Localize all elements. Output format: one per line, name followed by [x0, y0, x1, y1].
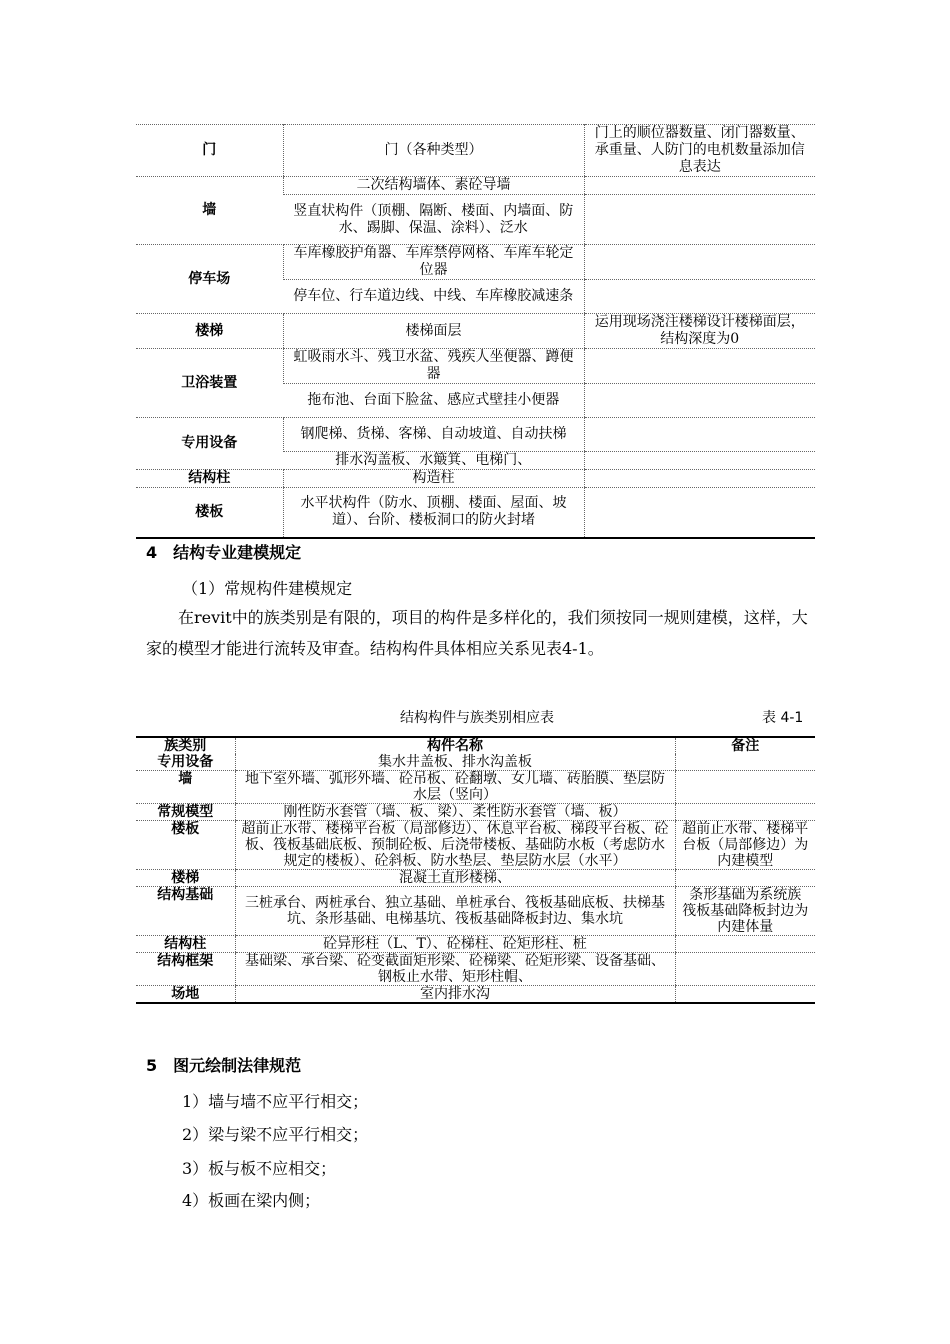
- t1-row: [136, 125, 815, 177]
- t1-note-cell: [584, 470, 815, 488]
- t2-component-cell: 基础梁、承台梁、砼变截面矩形梁、砼梯梁、砼矩形梁、设备基础、钢板止水带、矩形柱帽、: [235, 953, 675, 986]
- t1-note-cell: [584, 488, 815, 538]
- t2-family-cell: 专用设备: [136, 754, 235, 771]
- t2-header-component: 构件名称: [235, 737, 675, 754]
- t2-component-cell: 地下室外墙、弧形外墙、砼吊板、砼翻墩、女儿墙、砖胎膜、垫层防水层（竖向）: [235, 771, 675, 804]
- t2-row: [136, 754, 815, 771]
- t1-category-cell: 楼梯: [136, 314, 283, 349]
- t2-remark-cell: [675, 804, 815, 821]
- section-4-subheading: （1）常规构件建模规定: [182, 579, 353, 598]
- t2-row: [136, 771, 815, 804]
- t2-family-cell: 常规模型: [136, 804, 235, 821]
- t1-item-cell: 二次结构墙体、素砼导墙: [283, 177, 584, 195]
- rule-item-1: 1）墙与墙不应平行相交；: [182, 1092, 369, 1111]
- t1-row: [136, 314, 815, 349]
- t1-item-cell: 构造柱: [283, 470, 584, 488]
- rule-item-4: 4）板画在梁内侧；: [182, 1191, 321, 1210]
- t1-note-cell: [584, 418, 815, 452]
- component-table-1: [136, 124, 815, 539]
- t2-family-cell: 墙: [136, 771, 235, 804]
- t1-category-cell: 门: [136, 125, 283, 177]
- t2-component-cell: 混凝土直形楼梯、: [235, 870, 675, 887]
- t1-category-cell: 停车场: [136, 245, 283, 314]
- component-table-2: [136, 736, 815, 1004]
- t2-row: [136, 936, 815, 953]
- t1-item-cell: 排水沟盖板、水簸箕、电梯门、: [283, 452, 584, 470]
- section-4-heading: 4 结构专业建模规定: [146, 543, 302, 562]
- t2-component-cell: 超前止水带、楼梯平台板（局部修边）、休息平台板、梯段平台板、砼板、筏板基础底板、预制砼板、后浇带楼板、基础防水板（考虑防水规定的楼板）、砼斜板、防水垫层、垫层防水层（水平）: [235, 821, 675, 870]
- t2-remark-cell: 超前止水带、楼梯平台板（局部修边）为内建模型: [675, 821, 815, 870]
- section-4-paragraph: 在revit中的族类别是有限的，项目的构件是多样化的，我们须按同一规则建模，这样，大家的模型才能进行流转及审查。结构构件具体相应关系见表4-1。: [146, 608, 808, 658]
- t1-item-cell: 钢爬梯、货梯、客梯、自动坡道、自动扶梯: [283, 418, 584, 452]
- t1-item-cell: 停车位、行车道边线、中线、车库橡胶减速条: [283, 280, 584, 314]
- t2-row: [136, 870, 815, 887]
- table-2-title: 结构构件与族类别相应表: [400, 710, 554, 726]
- t2-remark-cell: [675, 953, 815, 986]
- t2-header-remark: 备注: [675, 737, 815, 754]
- t2-family-cell: 结构柱: [136, 936, 235, 953]
- t1-row: [136, 488, 815, 538]
- table-2-number: 表 4-1: [762, 710, 804, 726]
- t1-row: [136, 177, 815, 195]
- t2-component-cell: 集水井盖板、排水沟盖板: [235, 754, 675, 771]
- t2-header-family: 族类别: [164, 738, 207, 754]
- t1-note-cell: [584, 280, 815, 314]
- t1-note-cell: [584, 349, 815, 384]
- t2-remark-cell: [675, 936, 815, 953]
- t1-item-cell: 拖布池、台面下脸盆、感应式壁挂小便器: [283, 384, 584, 418]
- t2-row: [136, 887, 815, 936]
- t1-category-cell: 墙: [136, 177, 283, 245]
- t1-note-cell: [584, 177, 815, 195]
- t1-note-cell: [584, 195, 815, 245]
- t1-item-cell: 车库橡胶护角器、车库禁停网格、车库车轮定位器: [283, 245, 584, 280]
- section-5-heading: 5 图元绘制法律规范: [146, 1056, 302, 1075]
- t2-row: [136, 986, 815, 1004]
- t2-remark-cell: [675, 771, 815, 804]
- t2-family-cell: 结构框架: [136, 953, 235, 986]
- t1-row: [136, 470, 815, 488]
- t1-note-cell: [584, 452, 815, 470]
- rule-item-2: 2）梁与梁不应平行相交；: [182, 1125, 369, 1144]
- t2-row: [136, 953, 815, 986]
- t1-row: [136, 349, 815, 384]
- t1-category-cell: 结构柱: [136, 470, 283, 488]
- t1-item-cell: 水平状构件（防水、顶棚、楼面、屋面、坡道）、台阶、楼板洞口的防火封堵: [283, 488, 584, 538]
- t2-component-cell: 砼异形柱（L、T）、砼梯柱、砼矩形柱、桩: [235, 936, 675, 953]
- t1-item-cell: 门（各种类型）: [283, 125, 584, 177]
- t1-note-cell: [584, 245, 815, 280]
- t1-item-cell: 楼梯面层: [283, 314, 584, 349]
- t1-category-cell: 楼板: [195, 503, 224, 520]
- t1-note-cell: 运用现场浇注楼梯设计楼梯面层，结构深度为0: [584, 314, 815, 349]
- t1-note-cell: [584, 384, 815, 418]
- t2-family-cell: 楼梯: [136, 870, 235, 887]
- t1-category-cell: 专用设备: [136, 418, 283, 470]
- t1-row: [136, 418, 815, 452]
- t2-component-cell: 三桩承台、两桩承台、独立基础、单桩承台、筏板基础底板、扶梯基坑、条形基础、电梯基坑、筏板基础降板封边、集水坑: [235, 887, 675, 936]
- t2-family-cell: 结构基础: [136, 887, 235, 936]
- t2-row: [136, 804, 815, 821]
- t2-remark-cell: [675, 986, 815, 1004]
- t2-component-cell: 刚性防水套管（墙、板、梁）、柔性防水套管（墙、板）: [235, 804, 675, 821]
- t1-note-cell: 门上的顺位器数量、闭门器数量、承重量、人防门的电机数量添加信息表达: [584, 125, 815, 177]
- t2-family-cell: 场地: [171, 986, 200, 1002]
- t2-remark-cell: [675, 870, 815, 887]
- t2-remark-cell: 条形基础为系统族 筏板基础降板封边为内建体量: [675, 887, 815, 936]
- t2-row: [136, 821, 815, 870]
- t2-family-cell: 楼板: [136, 821, 235, 870]
- t2-remark-cell: [675, 754, 815, 771]
- t1-item-cell: 虹吸雨水斗、残卫水盆、残疾人坐便器、蹲便器: [283, 349, 584, 384]
- t1-category-cell: 卫浴装置: [136, 349, 283, 418]
- t1-row: [136, 245, 815, 280]
- t2-component-cell: 室内排水沟: [235, 986, 675, 1004]
- rule-item-3: 3）板与板不应相交；: [182, 1159, 337, 1178]
- t1-item-cell: 竖直状构件（顶棚、隔断、楼面、内墙面、防水、踢脚、保温、涂料）、泛水: [283, 195, 584, 245]
